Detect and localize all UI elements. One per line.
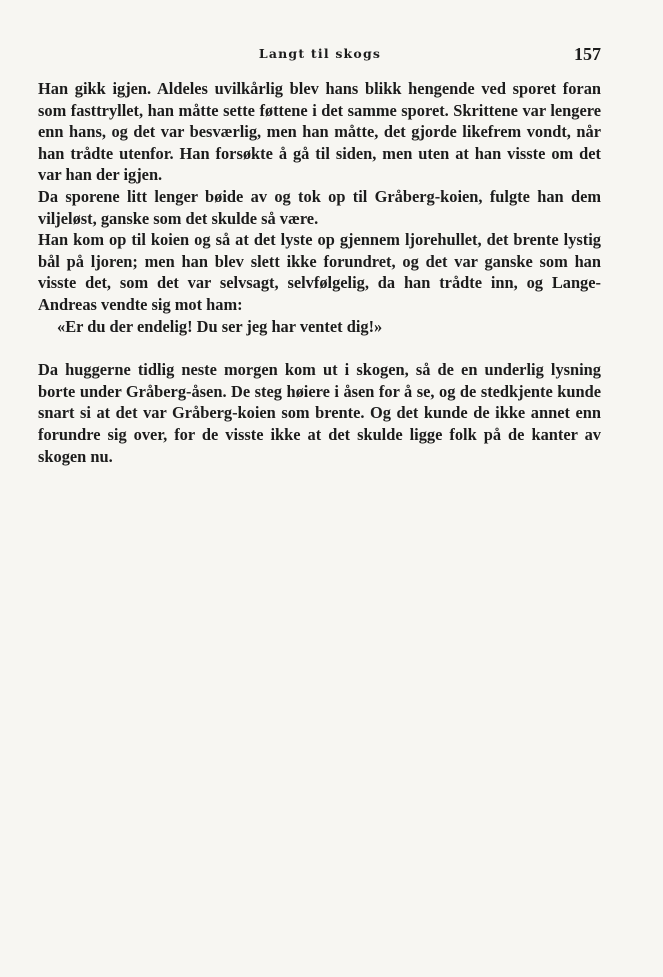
paragraph-1: Han gikk igjen. Aldeles uvilkårlig blev hans blikk hengende ved sporet foran som fasttryllet, han måtte sette føttene i det samme sporet. Skrittene var lengere enn hans, og det var besværlig, men han måtte, det gjorde likefrem vondt, når han trådte utenfor. Han forsøkte å gå til siden, men uten at han visste om det var han der igjen. xyxy=(38,79,601,185)
paragraph-3: Han kom op til koien og så at det lyste op gjennem ljorehullet, det brente lystig bål på ljoren; men han blev slett ikke forundret, og det var ganske som han visste det, som det var selvsagt, selvfølgelig, da han trådte inn, og Lange-Andreas vendte sig mot ham: xyxy=(38,230,601,314)
paragraph-2: Da sporene litt lenger bøide av og tok op til Gråberg-koien, fulgte han dem viljeløst, ganske som det skulde så være. xyxy=(38,186,601,228)
paragraph-5: Da huggerne tidlig neste morgen kom ut i skogen, så de en underlig lysning borte under Gråberg-åsen. De steg høiere i åsen for å se, og de stedkjente kunde snart si at det var Gråberg-koien som brente. Og det kunde de ikke annet enn forundre sig over, for de visste ikke at det skulde ligge folk på de kanter av skogen nu. xyxy=(38,360,601,466)
paragraph-4-dialogue: «Er du der endelig! Du ser jeg har ventet dig!» xyxy=(57,316,383,336)
running-head xyxy=(0,44,663,66)
page-number: 157 xyxy=(574,44,601,64)
section-break xyxy=(38,337,601,359)
running-title: Langt til skogs xyxy=(258,46,382,61)
body-text xyxy=(38,78,601,467)
